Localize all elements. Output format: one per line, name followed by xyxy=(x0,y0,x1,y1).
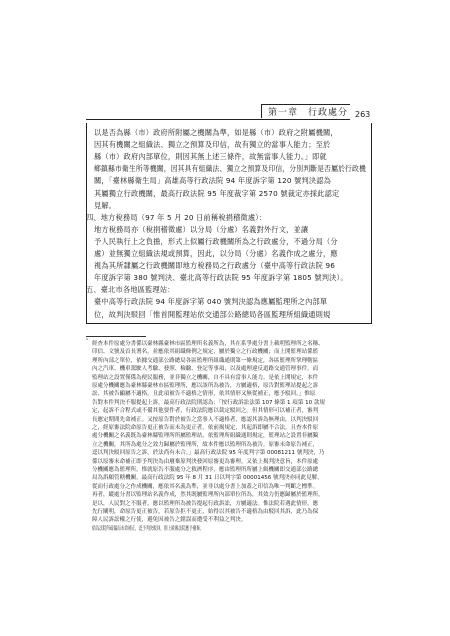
footnote-line: 原處分機關應為臺林縣臺林市區監理所，應以該所為被告，方屬適格，原告對監理站提起之訴 xyxy=(92,383,319,389)
footnote-line: 係以原審未命補正即予判決為由廢棄原判決發回原審更為審理。又依上揭判決意旨，本件原處 xyxy=(92,458,319,465)
body-line: 四、地方稅務局（97 年 5 月 20 日前稱稅捐稽徵處）： xyxy=(86,212,267,222)
footnote-line: 障人民訴訟權之行使，避免因被告之錯誤而遭受不利益之判決。 xyxy=(92,517,247,524)
footnote-line: 訟，其被告顯屬不適格，且此項被告不適格之情形，依其情形又無從補正，應予駁回。」惟原 xyxy=(92,391,316,398)
footnote-line: 分機關應為監理所，惟就原告不服處分之救濟程序，應由監理所所屬上級機關即交通部公路總 xyxy=(92,467,319,473)
footnote-marker: ¹ xyxy=(86,338,89,344)
body-line: 見解。 xyxy=(94,200,117,210)
footnote-line: 逕以判決駁回原告之訴，於法尚有未合。」最高行政法院 95 年度判字第 00081211 號判決，乃 xyxy=(92,450,325,457)
body-line: 以是否為縣（市）政府所附屬之機關為準，如是縣（市）政府之附屬機關， xyxy=(94,128,338,137)
body-line: 地方稅務局亦（稅捐稽徵處）以分局（分處）名義對外行文，並讓 xyxy=(94,224,309,234)
footnote-line: 局為訴願管轄機關，最高行政法院 95 年 8 月 31 日以判字第 00001456 號判決亦同此見解， xyxy=(92,475,323,482)
header-rule-vertical xyxy=(261,104,262,118)
footnote-rule xyxy=(86,336,146,337)
footnote-line: 長應定期間先命補正。又按原告對於被告之當事人不適格者，應認其訴為無理由，以判決駁回 xyxy=(92,416,319,423)
footnote-line: 從而行政處分之作成機關，應依其名義為準，並非以處分書上加蓋之印信為唯一判斷之標準。 xyxy=(92,483,319,490)
footnote-line: 先行闡明，命原告更正被告，若原告拒不更正，始得以其被告不適格為由駁回其訴，此乃為保 xyxy=(92,509,319,515)
body-line: 縣（市）政府內部單位，則因其無上述三條件，故無當事人能力。」即就 xyxy=(94,152,327,162)
body-line: 鄉鎮縣市衛生所等機關，因其具有組織法、獨立之預算及印信，分別判斷是否屬於行政機 xyxy=(94,164,366,174)
body-line: 予人民執行上之負擔，形式上似屬行政機關所為之行政處分，不過分局（分 xyxy=(94,236,338,246)
body-line: 關，「臺林縣衛生局」高雄高等行政法院 94 年度訴字第 120 號判決認為 xyxy=(94,176,332,186)
body-line: 五、臺北市各地區監理站： xyxy=(86,285,175,295)
footnote-line: 處分機關之名義既為臺林縣監理所所屬監理站，依監理所組織通則規定，監理站之設置非屬獨 xyxy=(92,433,319,440)
body-line: 年度訴字第 380 號判決、臺北高等行政法院 95 年度訴字第 1805 號判決）。 xyxy=(94,273,348,283)
body-line: 因其有機關之組織法、獨立之預算及印信，故有獨立的當事人能力；至於 xyxy=(94,140,331,150)
footnote-line: 立之機關，其所為處分之效力歸屬於監理所，故本件應以監理所為被告。原審未命原告補正， xyxy=(92,441,319,448)
footnote-line: 監理站之設置僅係為便民服務，並非獨立之機關，自不具有當事人能力。是依上開規定，本件 xyxy=(92,374,319,381)
footnote-line: 理所內部之單位，依據交通部公路總局各區監理所組織通則第一條規定，各區監理所掌理轄區 xyxy=(92,357,319,364)
page-number: 263 xyxy=(355,110,371,119)
footnote-line: 定，起訴不合程式或不備其他要件者，行政法院應以裁定駁回之。但其情形可以補正者，審判 xyxy=(92,408,319,415)
footnote-line: 告對本件判決不服提起上訴，最高行政法院則認為：「按行政訴訟法第 107 條第 1 項第 10 款規 xyxy=(92,399,325,406)
footnote-line: 倘為法院所疏漏而未命補正，逕予判決駁回，則上級審法院應予廢棄。 xyxy=(92,525,204,532)
body-line: 位，故判決駁回「惟首開監理站依交通部公路總局各區監理所組織通則規 xyxy=(94,309,331,319)
body-line: 視為其所隸屬之行政機關即地方稅務局之行政處分（臺中高等行政法院 96 xyxy=(94,261,336,271)
footnote-line: 內之汽車、機車駕駛人考驗、發照、檢驗、登記等事項，以及處理違反道路交通管理事件，而 xyxy=(92,366,319,373)
footnote-line: 再者，縱處分書以監理站名義作成，然其既屬監理所內部單位所為，其效力仍應歸屬於監理所， xyxy=(92,492,324,499)
footnote-line: 印信、文號及首長署名，並應依其組織條例之規定，屬於獨立之行政機關；而上開監理站係監 xyxy=(92,349,319,356)
footnote-line: 經查本件原處分書係以臺林縣臺林市區監理所名義所為，其在系爭處分書上載明監理所之名稱、 xyxy=(92,341,324,347)
header-rule-bottom xyxy=(86,119,350,120)
body-line: 臺中高等行政法院 94 年度訴字第 040 號判決認為應屬監理所之內部單 xyxy=(94,297,328,307)
body-line: 處）並無獨立組織法規或預算，因此，以分局（分處）名義作成之處分，應 xyxy=(94,249,338,258)
chapter-title: 第一章 行政處分 xyxy=(268,108,349,118)
footnote-line: 之，經原審法院命原告更正被告而未為更正者，依前揭規定，其起訴即屬不合法。且查本件原 xyxy=(92,425,319,431)
body-line: 其屬獨立行政機關，最高行政法院 95 年度裁字第 2570 號裁定亦採此認定 xyxy=(94,188,340,198)
footnote-line: 是以，人民對之不服者，應以監理所為被告提起行政訴訟，方屬適法。惟法院若遇此情形，應 xyxy=(92,500,319,507)
